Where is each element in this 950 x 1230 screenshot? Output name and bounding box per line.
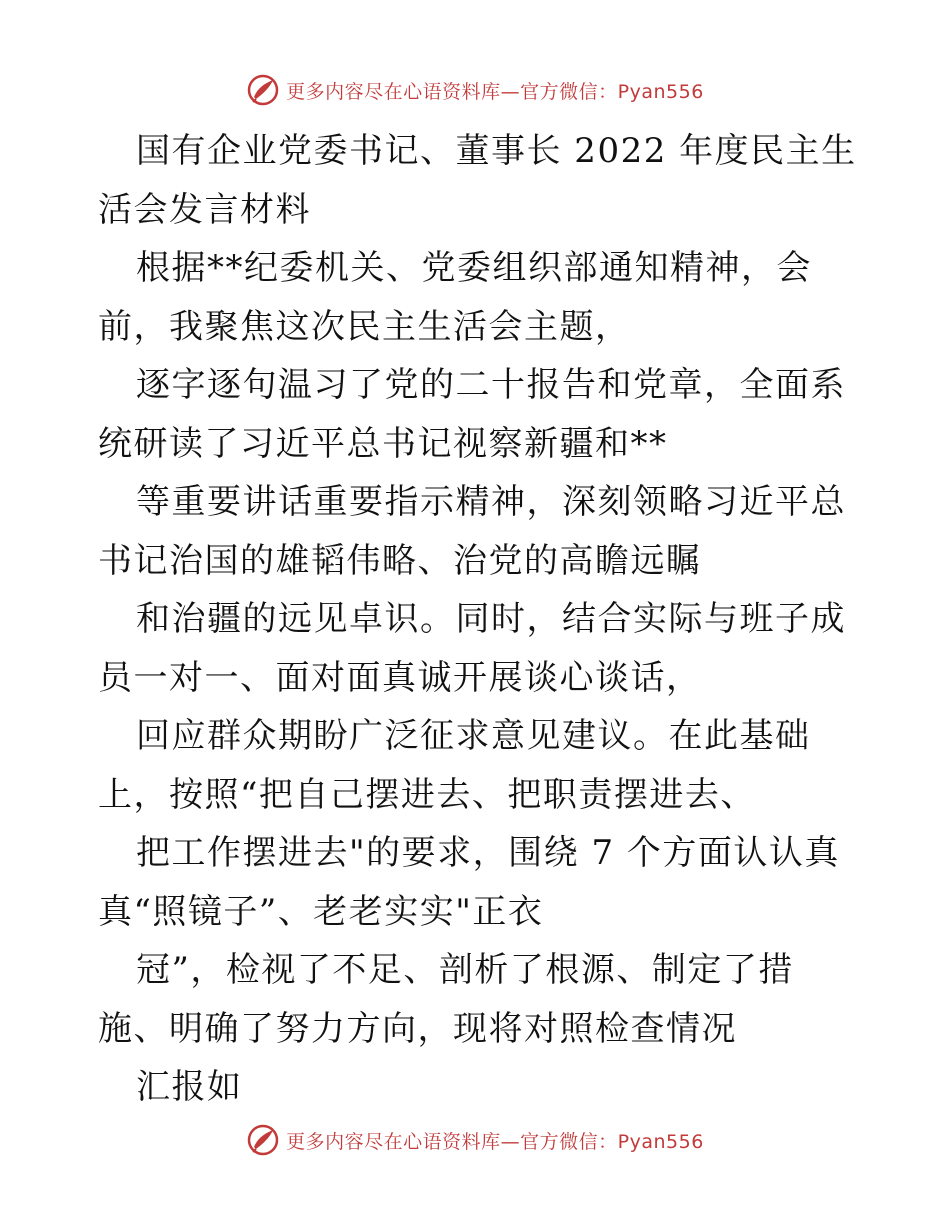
paragraph: 逐字逐句温习了党的二十报告和党章，全面系统研读了习近平总书记视察新疆和**	[98, 365, 846, 464]
banner-text: 更多内容尽在心语资料库—官方微信：Pyan556	[286, 80, 704, 103]
pen-logo-icon	[246, 1123, 280, 1157]
paragraph: 把工作摆进去"的要求，围绕 7 个方面认认真真“照镜子”、老老实实"正衣	[98, 833, 840, 932]
footer-banner	[0, 1120, 950, 1160]
paragraph: 国有企业党委书记、董事长 2022 年度民主生活会发言材料	[98, 131, 857, 230]
document-body	[98, 122, 858, 1117]
header-banner	[0, 70, 950, 110]
banner-text: 更多内容尽在心语资料库—官方微信：Pyan556	[286, 1130, 704, 1153]
paragraph: 冠”，检视了不足、剖析了根源、制定了措施、明确了努力方向，现将对照检查情况	[98, 950, 794, 1049]
paragraph: 和治疆的远见卓识。同时，结合实际与班子成员一对一、面对面真诚开展谈心谈话，	[98, 599, 846, 698]
paragraph: 根据**纪委机关、党委组织部通知精神，会前，我聚焦这次民主生活会主题，	[98, 248, 812, 347]
pen-logo-icon	[246, 73, 280, 107]
paragraph: 汇报如	[136, 1067, 243, 1107]
paragraph: 等重要讲话重要指示精神，深刻领略习近平总书记治国的雄韬伟略、治党的高瞻远瞩	[98, 482, 846, 581]
paragraph: 回应群众期盼广泛征求意见建议。在此基础上，按照“把自己摆进去、把职责摆进去、	[98, 716, 811, 815]
